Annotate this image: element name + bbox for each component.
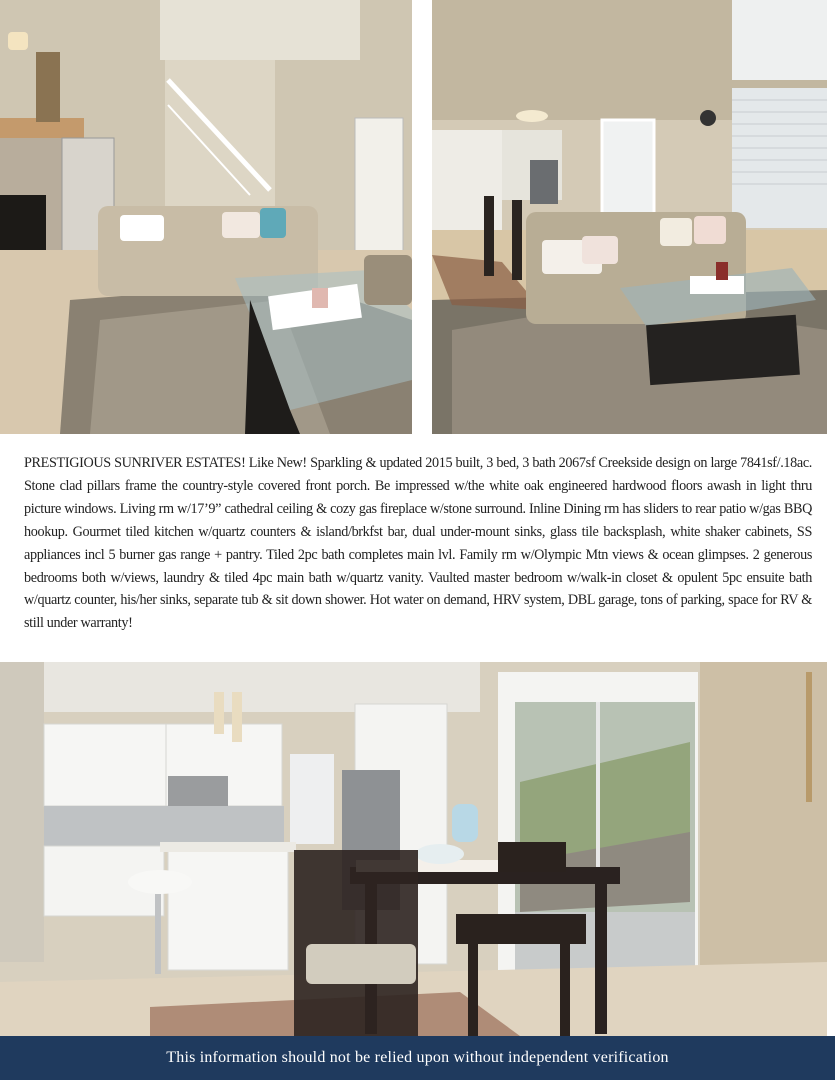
- disclaimer-text: This information should not be relied upon without independent verification: [166, 1049, 669, 1066]
- kitchen-dining-photo: [0, 662, 827, 1036]
- family-room-photo: [432, 0, 827, 434]
- living-room-photo: [0, 0, 412, 434]
- living-room-image: [0, 0, 412, 434]
- family-room-image: [432, 0, 827, 434]
- disclaimer-footer: [0, 1036, 835, 1080]
- kitchen-dining-image: [0, 662, 827, 1036]
- listing-description: PRESTIGIOUS SUNRIVER ESTATES! Like New! Sparkling & updated 2015 built, 3 bed, 3 bath 2067sf Creekside design on large 7841sf/.18ac. Stone clad pillars frame the country-style covered front porch. Be impressed w/the white oak engineered hardwood floors awash in light thru picture windows. Living rm w/17’9” cathedral ceiling & cozy gas fireplace w/stone surround. Inline Dining rm has sliders to rear patio w/gas BBQ hookup. Gourmet tiled kitchen w/quartz counters & island/brkfst bar, dual under-mount sinks, glass tile backsplash, white shaker cabinets, SS appliances incl 5 burner gas range + pantry. Tiled 2pc bath completes main lvl. Family rm w/Olympic Mtn views & ocean glimpses. 2 generous bedrooms both w/views, laundry & tiled 4pc main bath w/quartz vanity. Vaulted master bedroom w/walk-in closet & opulent 5pc ensuite bath w/quartz counter, his/her sinks, separate tub & sit down shower. Hot water on demand, HRV system, DBL garage, tons of parking, space for RV & still under warranty!: [24, 455, 812, 632]
